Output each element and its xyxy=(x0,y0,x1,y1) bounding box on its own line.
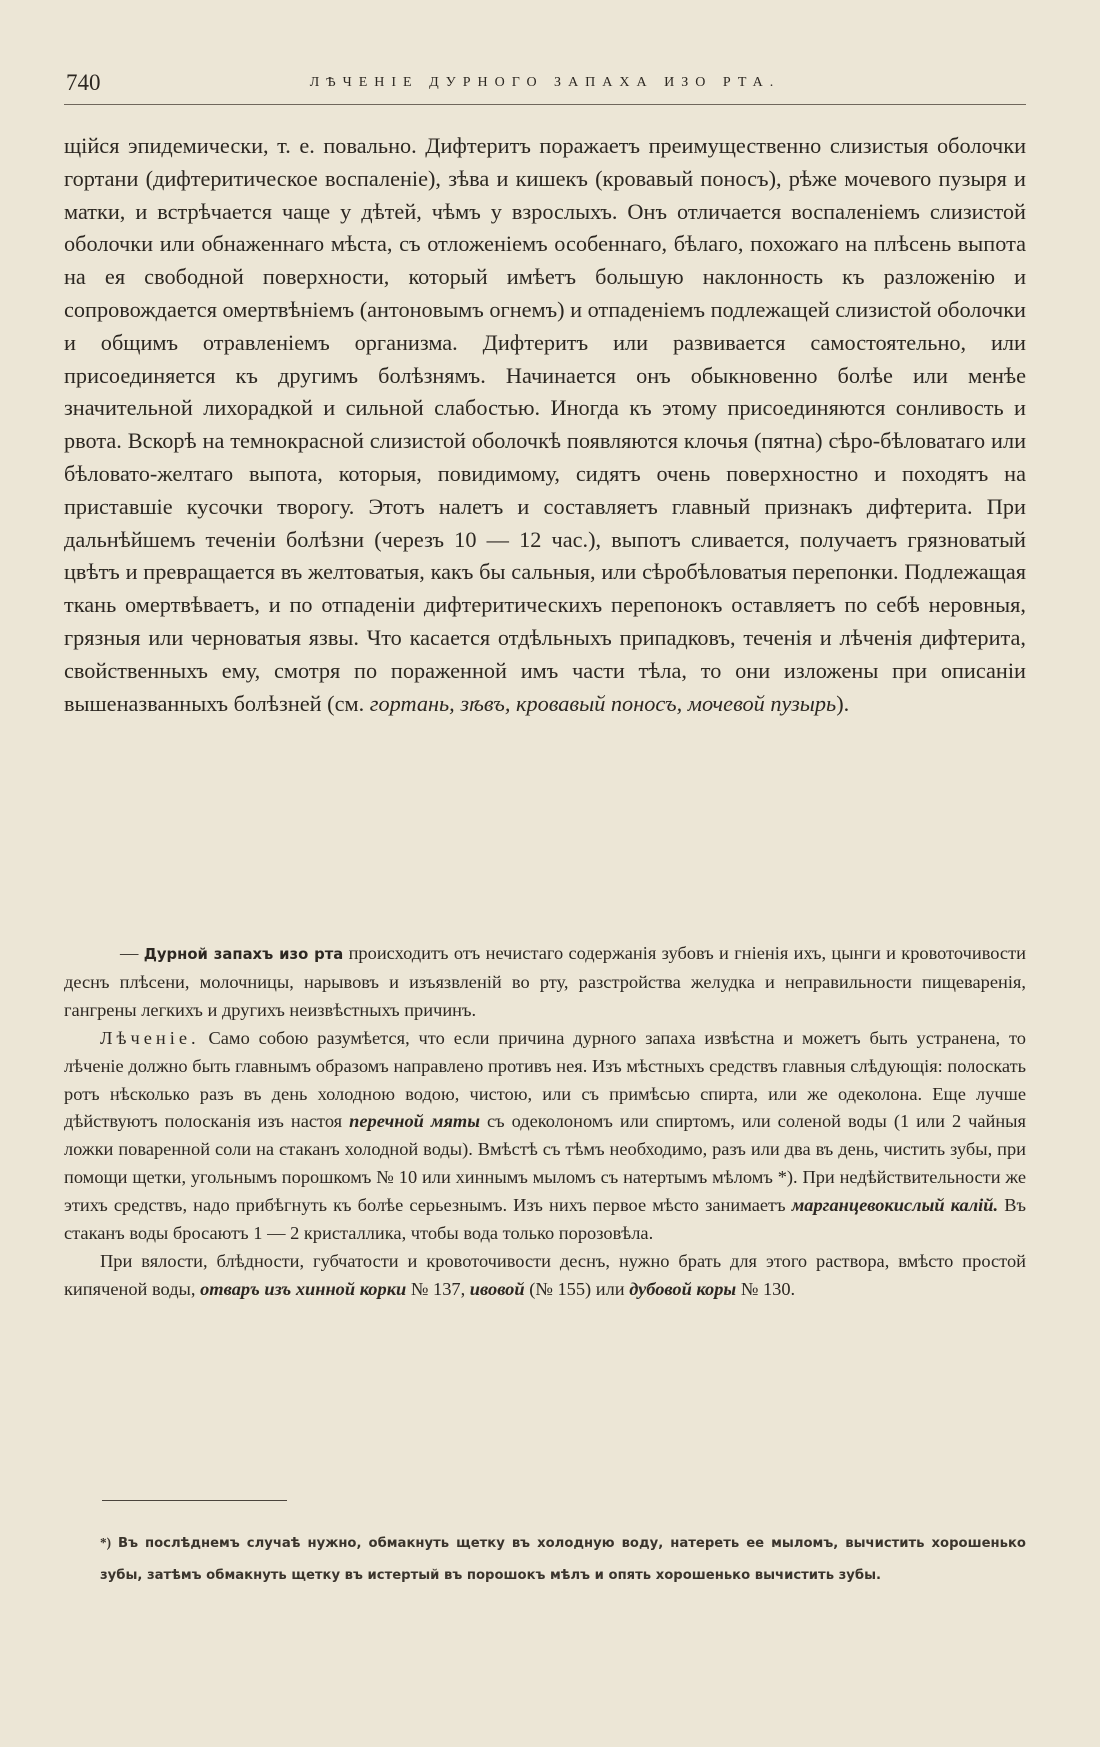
treatment-emphasis-mint: перечной мяты xyxy=(349,1111,480,1132)
gums-emphasis-willow: ивовой xyxy=(469,1278,525,1299)
diphtheria-text: щійся эпидемически, т. е. повально. Дифтеритъ поражаетъ преимущественно слизистыя оболочки гортани (дифтеритическое воспаленіе), зѣва и кишекъ (кровавый поносъ), рѣже мочевого пузыря и матки, и встрѣчается чаще у дѣтей, чѣмъ у взрослыхъ. Онъ отличается воспаленіемъ слизистой оболочки или обнаженнаго мѣста, съ отложеніемъ особеннаго, бѣлаго, похожаго на плѣсень выпота на ея свободной поверхности, который имѣетъ большую наклонность къ разложенію и сопровождается омертвѣніемъ (антоновымъ огнемъ) и отпаденіемъ подлежащей слизистой оболочки и общимъ отравленіемъ организма. Дифтеритъ или развивается самостоятельно, или присоединяется къ другимъ болѣзнямъ. Начинается онъ обыкновенно болѣе или менѣе значительной лихорадкой и сильной слабостью. Иногда къ этому присоединяются сонливость и рвота. Вскорѣ на темнокрасной слизистой оболочкѣ появляются клочья (пятна) сѣро-бѣловатаго или бѣловато-желтаго выпота, которыя, повидимому, сидятъ очень поверхностно и походятъ на приставшіе кусочки творогу. Этотъ налетъ и составляетъ главный признакъ дифтерита. При дальнѣйшемъ теченіи болѣзни (черезъ 10 — 12 час.), выпотъ сливается, получаетъ грязноватый цвѣтъ и превращается въ желтоватыя, какъ бы сальныя, или сѣробѣловатыя перепонки. Подлежащая ткань омертвѣваетъ, и по отпаденіи дифтеритическихъ перепонокъ оставляетъ по себѣ неровныя, грязныя или черноватыя язвы. Что касается отдѣльныхъ припадковъ, теченія и лѣченія дифтерита, свойственныхъ ему, смотря по пораженной имъ части тѣла, то они изложены при описаніи вышеназванныхъ болѣзней (см. xyxy=(64,133,1026,716)
page-number: 740 xyxy=(66,70,101,95)
treatment-paragraph xyxy=(64,1025,1026,1248)
section-intro-text: происходитъ отъ нечистаго содержанія зубовъ и гніенія ихъ, цынги и кровоточивости деснъ плѣсени, молочницы, нарывовъ и изъязвленій во рту, разстройства желудка и неправильности пищеваренія, гангрены легкихъ и другихъ неизвѣстныхъ причинъ. xyxy=(64,943,1026,1020)
treatment-label: Лѣченіе. xyxy=(100,1027,200,1048)
section-dash: — xyxy=(120,943,139,963)
main-text xyxy=(64,130,1026,720)
treatment-text-4: Въ стаканъ воды бросаютъ 1 — 2 кристаллика, чтобы вода только порозовѣла. xyxy=(64,1195,1026,1244)
treatment-text-3: При недѣйствительности же этихъ средствъ, надо прибѣгнуть къ болѣе серьезнымъ. Изъ нихъ первое мѣсто занимаетъ xyxy=(64,1167,1026,1216)
footnote-text: Въ послѣднемъ случаѣ нужно, обмакнуть щетку въ холодную воду, натереть ее мыломъ, вычистить хорошенько зубы, затѣмъ обмакнуть щетку въ истертый въ порошокъ мѣлъ и опять хорошенько вычистить зубы. xyxy=(100,1536,1026,1583)
treatment-text-2: съ одеколономъ или спиртомъ, или соленой воды (1 или 2 чайныя ложки поваренной соли на стаканъ холодной воды). Вмѣстѣ съ тѣмъ необходимо, разъ или два въ день, чистить зубы, при помощи щетки, угольнымъ порошкомъ № 10 или хиннымъ мыломъ съ натертымъ мѣломъ xyxy=(64,1111,1026,1188)
page-header xyxy=(64,70,1026,105)
footnote-reference: *). xyxy=(777,1167,798,1188)
treatment-emphasis-permanganate: марганцевокислый калій. xyxy=(791,1195,999,1216)
gums-paragraph xyxy=(64,1248,1026,1304)
footnote xyxy=(100,1527,1026,1591)
gums-emphasis-oak: дубовой коры xyxy=(629,1278,737,1299)
treatment-text-1: Само собою разумѣется, что если причина дурного запаха извѣстна и можетъ быть устранена, то лѣченіе должно быть главнымъ образомъ направлено противъ нея. Изъ мѣстныхъ средствъ главныя слѣдующія: полоскать ротъ нѣсколько разъ въ день холодною водою, чистою, или съ примѣсью спирта, или же одеколона. Еще лучше дѣйствуютъ полосканія изъ настоя xyxy=(64,1027,1026,1132)
cross-references: гортань, зѣвъ, кровавый поносъ, мочевой пузырь xyxy=(369,690,837,716)
bad-breath-section xyxy=(64,940,1026,1304)
gums-text-1: При вялости, блѣдности, губчатости и кровоточивости деснъ, нужно брать для этого раствора, вмѣсто простой кипяченой воды, xyxy=(64,1250,1026,1299)
paragraph-close: ). xyxy=(836,690,850,716)
gums-text-3: (№ 155) или xyxy=(529,1278,625,1299)
running-title: ЛѢЧЕНІЕ ДУРНОГО ЗАПАХА ИЗО РТА. xyxy=(309,75,781,90)
bad-breath-intro xyxy=(64,940,1026,1025)
section-heading: Дурной запахъ изо рта xyxy=(143,946,344,963)
diphtheria-paragraph xyxy=(64,130,1026,720)
gums-text-4: № 130. xyxy=(740,1278,796,1299)
gums-emphasis-cinchona: отваръ изъ хинной корки xyxy=(200,1278,407,1299)
gums-text-2: № 137, xyxy=(410,1278,466,1299)
footnote-divider xyxy=(102,1500,287,1501)
footnote-marker: *) xyxy=(100,1535,111,1550)
